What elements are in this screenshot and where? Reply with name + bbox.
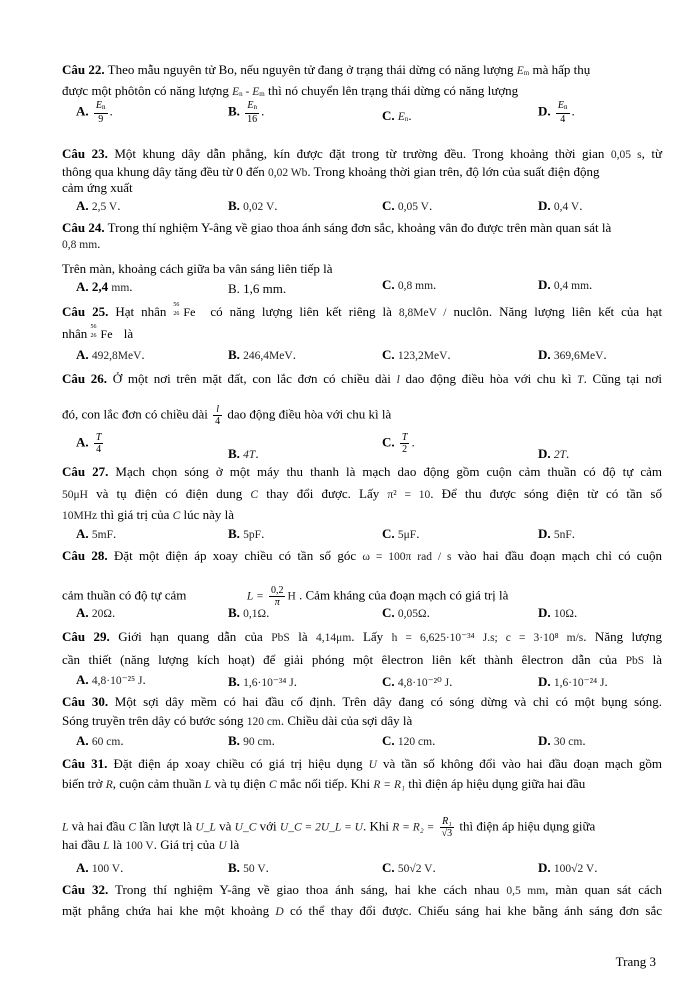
q28-option-b[interactable]: B. 0,1Ω. xyxy=(228,605,270,620)
question-label: Câu 30. xyxy=(62,694,109,709)
q31-option-c[interactable]: C. 50√2 V. xyxy=(382,860,436,875)
q25-line1: Câu 25. Hạt nhân 56 26 Fe có năng lượng liên kết riêng là 8,8MeV / nuclôn. Năng lượng liên kết của hạt xyxy=(62,302,663,319)
q27-option-a[interactable]: A. 5mF. xyxy=(76,526,117,541)
question-label: Câu 23. xyxy=(62,146,108,161)
q26-option-c[interactable]: C. $\frac{T}{2}$ . xyxy=(382,432,415,455)
q25-option-c[interactable]: C. 123,2MeV. xyxy=(382,347,451,362)
q27-line3: 10MHz thì giá trị của C lúc này là xyxy=(62,507,235,522)
q26-option-a[interactable]: A. $\frac{T}{4}$ xyxy=(76,432,102,455)
question-label: Câu 29. xyxy=(62,629,110,644)
q25-option-b[interactable]: B. 246,4MeV. xyxy=(228,347,296,362)
q22-option-b[interactable]: B. $\frac{En}{16}$ . xyxy=(228,100,265,125)
q28-line2: cảm thuần có độ tự cảm L = $\frac{0,2}{\pi}$ H . Cảm kháng của đoạn mạch có giá trị là xyxy=(62,585,509,608)
q30-line1: Câu 30. Một sợi dây mềm có hai đầu cố định. Trên dây đang có sóng dừng và chỉ có một bụng sóng. xyxy=(62,694,662,709)
question-label: Câu 28. xyxy=(62,548,108,563)
page-number: Trang 3 xyxy=(615,954,656,969)
q30-option-b[interactable]: B. 90 cm. xyxy=(228,733,275,748)
q24-option-d[interactable]: D. 0,4 mm. xyxy=(538,277,593,292)
q24-option-b[interactable]: B. 1,6 mm. xyxy=(228,281,287,296)
q32-line1: Câu 32. Trong thí nghiệm Y-âng về giao thoa ánh sáng, hai khe cách nhau 0,5 mm, màn quan sát cách xyxy=(62,882,663,897)
question-label: Câu 26. xyxy=(62,371,108,386)
q23-option-d[interactable]: D. 0,4 V. xyxy=(538,198,583,213)
q31-option-d[interactable]: D. 100√2 V. xyxy=(538,860,598,875)
q31-line2: biến trở R, cuộn cảm thuần L và tụ điện C mắc nối tiếp. Khi R = R₁ thì điện áp hiệu dụng giữa hai đầu xyxy=(62,776,586,791)
q30-option-a[interactable]: A. 60 cm. xyxy=(76,733,124,748)
symbol-En: Em xyxy=(516,65,530,77)
q23-line1: Câu 23. Một khung dây dẫn phẳng, kín được đặt trong từ trường đều. Trong khoảng thời gian 0,05 s, từ xyxy=(62,146,663,161)
q29-line2: cần thiết (năng lượng kích hoạt) để giải phóng một êlectron liên kết thành êlectron dẫn của PbS là xyxy=(62,652,662,667)
q31-option-a[interactable]: A. 100 V. xyxy=(76,860,124,875)
q27-line2: 50μH và tụ điện có điện dung C thay đổi được. Lấy π² = 10. Để thu được sóng điện từ có tần số xyxy=(62,486,662,501)
q22-line1: Câu 22. Theo mẫu nguyên tử Bo, nếu nguyên tử đang ở trạng thái dừng có năng lượng Em mà hấp thụ xyxy=(62,62,591,77)
q28-option-a[interactable]: A. 20Ω. xyxy=(76,605,116,620)
q31-line1: Câu 31. Đặt điện áp xoay chiều có giá trị hiệu dụng U và tần số không đổi vào hai đầu đoạn mạch gồm xyxy=(62,756,663,771)
q23-line2: thông qua khung dây tăng đều từ 0 đến 0,02 Wb. Trong khoảng thời gian trên, độ lớn của suất điện động xyxy=(62,164,600,179)
q27-line1: Câu 27. Mạch chọn sóng ở một máy thu thanh là mạch dao động gồm cuộn cảm thuần có độ tự cảm xyxy=(62,464,663,479)
question-label: Câu 32. xyxy=(62,882,109,897)
q25-option-d[interactable]: D. 369,6MeV. xyxy=(538,347,607,362)
q26-line2: đó, con lắc đơn có chiều dài $\frac{l}{4}$ dao động điều hòa với chu kì là xyxy=(62,404,392,427)
q31-option-b[interactable]: B. 50 V. xyxy=(228,860,269,875)
q30-line2: Sóng truyền trên dây có bước sóng 120 cm. Chiều dài của sợi dây là xyxy=(62,713,413,728)
q23-option-c[interactable]: C. 0,05 V. xyxy=(382,198,433,213)
q27-option-b[interactable]: B. 5pF. xyxy=(228,526,265,541)
q22-line2: được một phôtôn có năng lượng En - Em thì nó chuyển lên trạng thái dừng có năng lượng xyxy=(62,83,519,98)
q27-option-c[interactable]: C. 5μF. xyxy=(382,526,420,541)
iron-nuclide: 56 26 Fe xyxy=(90,324,113,341)
q24-option-a[interactable]: A. 2,4 mm. xyxy=(76,279,133,294)
q31-line4: hai đầu L là 100 V. Giá trị của U là xyxy=(62,837,240,852)
q29-option-c[interactable]: C. 4,8·10⁻²⁰ J. xyxy=(382,674,453,689)
q23-option-b[interactable]: B. 0,02 V. xyxy=(228,198,278,213)
q24-line3: Trên màn, khoảng cách giữa ba vân sáng liên tiếp là xyxy=(62,261,333,276)
q30-option-d[interactable]: D. 30 cm. xyxy=(538,733,586,748)
q24-line1: Câu 24. Trong thí nghiệm Y-âng về giao thoa ánh sáng đơn sắc, khoảng vân đo được trên màn quan sát là xyxy=(62,220,612,235)
q32-line2: mặt phẳng chứa hai khe một khoảng D có thể thay đổi được. Chiếu sáng hai khe bằng ánh sáng đơn sắc xyxy=(62,903,663,918)
q27-option-d[interactable]: D. 5nF. xyxy=(538,526,576,541)
q25-line2: nhân 56 26 Fe là xyxy=(62,324,134,341)
q24-option-c[interactable]: C. 0,8 mm. xyxy=(382,277,437,292)
q28-option-d[interactable]: D. 10Ω. xyxy=(538,605,578,620)
question-label: Câu 27. xyxy=(62,464,109,479)
q30-option-c[interactable]: C. 120 cm. xyxy=(382,733,436,748)
question-label: Câu 25. xyxy=(62,304,109,319)
q28-line1: Câu 28. Đặt một điện áp xoay chiều có tần số góc ω = 100π rad / s vào hai đầu đoạn mạch chỉ có cuộn xyxy=(62,548,663,563)
iron-nuclide: 56 26 Fe xyxy=(173,302,196,319)
q24-line2: 0,8 mm. xyxy=(62,236,101,251)
question-label: Câu 22. xyxy=(62,62,105,77)
q25-option-a[interactable]: A. 492,8MeV. xyxy=(76,347,145,362)
q23-option-a[interactable]: A. 2,5 V. xyxy=(76,198,121,213)
q22-option-d[interactable]: D. $\frac{En}{4}$ . xyxy=(538,100,575,125)
question-label: Câu 31. xyxy=(62,756,108,771)
q31-line3: L và hai đầu C lần lượt là U_L và U_C với U_C = 2U_L = U. Khi R = R₂ = $\frac{\text{R₁}}{√3}$ thì điện áp hiệu dụng giữa xyxy=(62,816,596,839)
q26-option-d[interactable]: D. 2T. xyxy=(538,446,570,461)
q22-option-a[interactable]: A. $\frac{En}{9}$ . xyxy=(76,100,113,125)
q26-line1: Câu 26. Ở một nơi trên mặt đất, con lắc đơn có chiều dài l dao động điều hòa với chu kì T. Cũng tại nơi xyxy=(62,371,663,386)
q23-line3: cảm ứng xuất xyxy=(62,180,133,195)
question-label: Câu 24. xyxy=(62,220,105,235)
energy-difference: En - Em xyxy=(232,86,265,98)
q22-option-c[interactable]: C. En. xyxy=(382,108,412,123)
q29-option-b[interactable]: B. 1,6·10⁻³⁴ J. xyxy=(228,674,298,689)
q28-option-c[interactable]: C. 0,05Ω. xyxy=(382,605,430,620)
q29-option-d[interactable]: D. 1,6·10⁻²⁴ J. xyxy=(538,674,608,689)
q26-option-b[interactable]: B. 4T. xyxy=(228,446,259,461)
q29-line1: Câu 29. Giới hạn quang dẫn của PbS là 4,14μm. Lấy h = 6,625·10⁻³⁴ J.s; c = 3·10⁸ m/s. Năng lượng xyxy=(62,629,663,644)
q29-option-a[interactable]: A. 4,8·10⁻²⁵ J. xyxy=(76,672,146,687)
